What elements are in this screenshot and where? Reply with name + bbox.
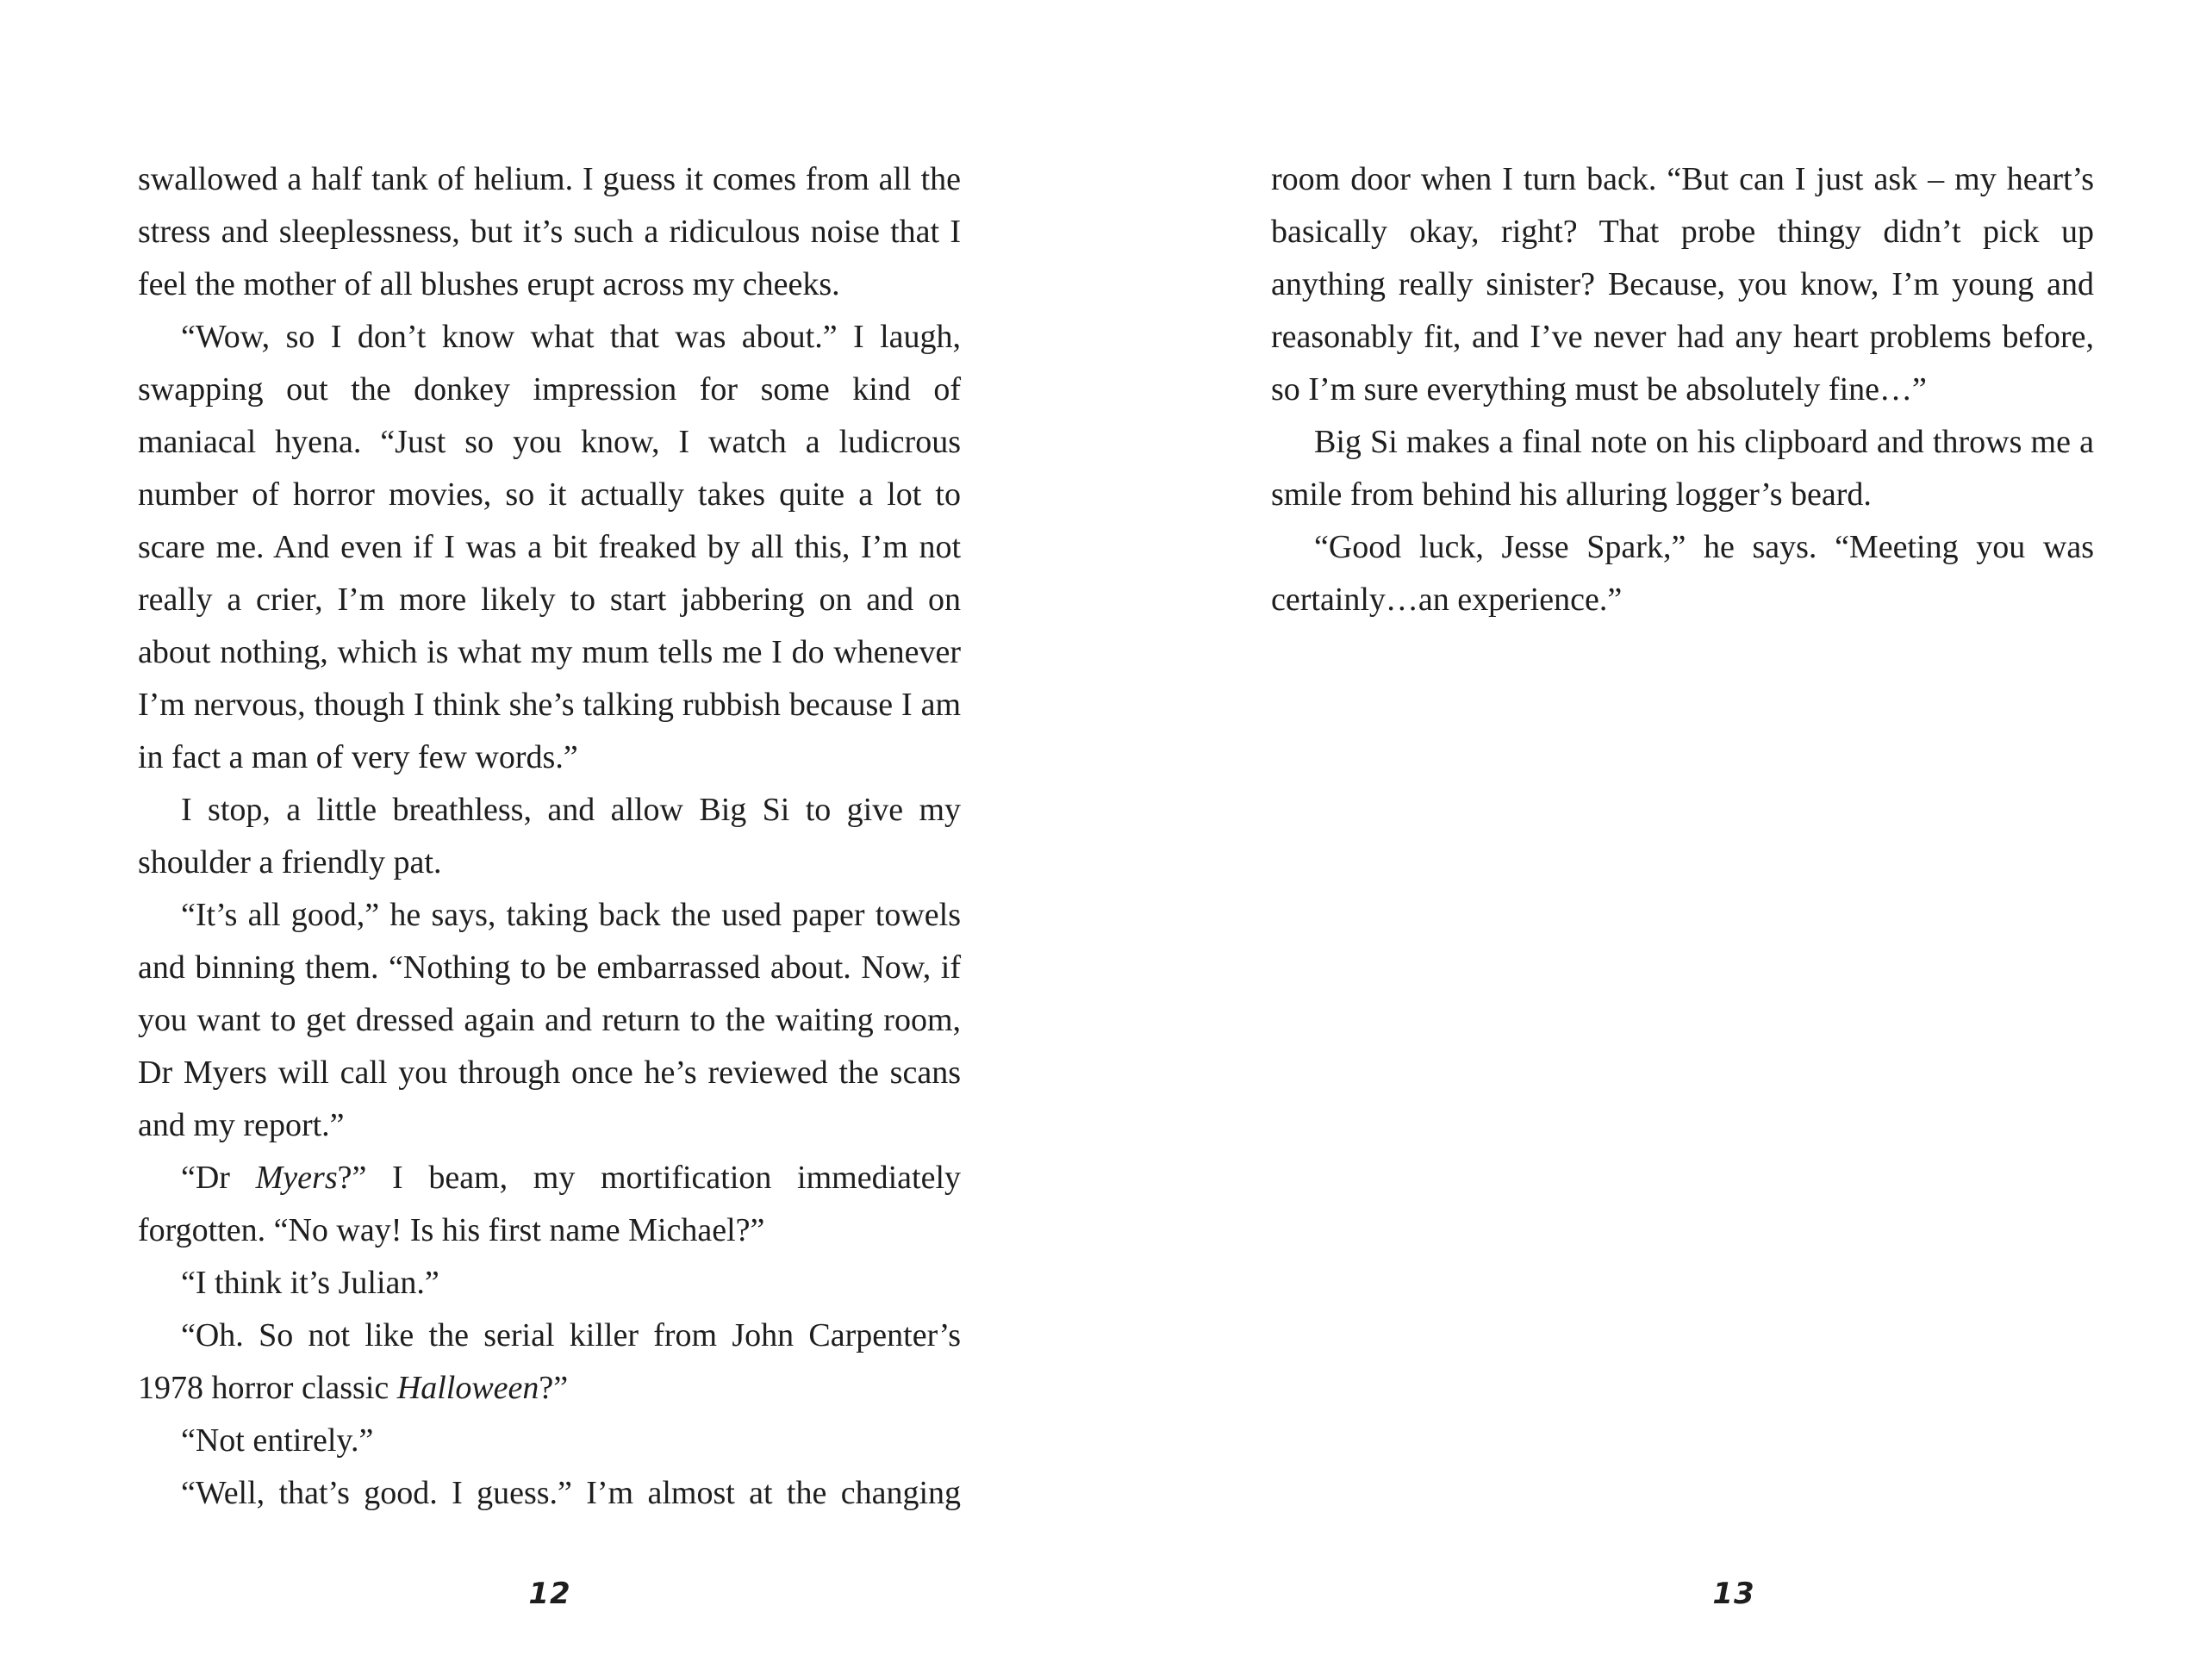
paragraph-text: “Oh. So not like the serial killer from John Carpenter’s 1978 horror classic [138,1317,961,1406]
paragraph: “Good luck, Jesse Spark,” he says. “Meeting you was certainly…an experience.” [1271,529,2094,618]
paragraph: Big Si makes a final note on his clipboard and throws me a smile from behind his alluring logger’s beard. [1271,424,2094,513]
italic-film-title: Halloween [396,1370,539,1406]
paragraph: “Not entirely.” [181,1422,374,1459]
paragraph: “Well, that’s good. I guess.” I’m almost at the changing [181,1475,961,1511]
right-page-body [1271,153,2094,626]
paragraph-text: “Dr [181,1160,256,1196]
paragraph: “It’s all good,” he says, taking back the used paper towels and binning them. “Nothing to be embarrassed about. Now, if you want to get dressed again and return to the waiting room, Dr Myers will call you through once he’s reviewed the scans and my report.” [138,897,961,1143]
italic-name: Myers [255,1160,338,1196]
right-page [1103,0,2206,1680]
paragraph: I stop, a little breathless, and allow Big Si to give my shoulder a friendly pat. [138,792,961,880]
left-page-body [138,153,961,1520]
page-number: 12 [528,1577,571,1611]
paragraph [138,1310,961,1415]
paragraph-text: ?” [539,1370,569,1406]
paragraph-text: ?” I beam, my mortification immediately forgotten. “No way! Is his first name Michael?” [138,1160,961,1248]
paragraph: room door when I turn back. “But can I just ask – my heart’s basically okay, right? That probe thingy didn’t pick up anything really sinister? Because, you know, I’m young and reasonably fit, and I’ve never had any heart problems before, so I’m sure everything must be absolutely fine…” [1271,161,2094,408]
page-number: 13 [1712,1577,1755,1611]
paragraph: “I think it’s Julian.” [181,1265,439,1301]
paragraph [138,1152,961,1257]
paragraph: swallowed a half tank of helium. I guess it comes from all the stress and sleeplessness, but it’s such a ridiculous noise that I feel the mother of all blushes erupt across my cheeks. [138,161,961,302]
paragraph: “Wow, so I don’t know what that was about.” I laugh, swapping out the donkey impression for some kind of maniacal hyena. “Just so you know, I watch a ludicrous number of horror movies, so it actually takes quite a lot to scare me. And even if I was a bit freaked by all this, I’m not really a crier, I’m more likely to start jabbering on and on about nothing, which is what my mum tells me I do whenever I’m nervous, though I think she’s talking rubbish because I am in fact a man of very few words.” [138,319,961,775]
